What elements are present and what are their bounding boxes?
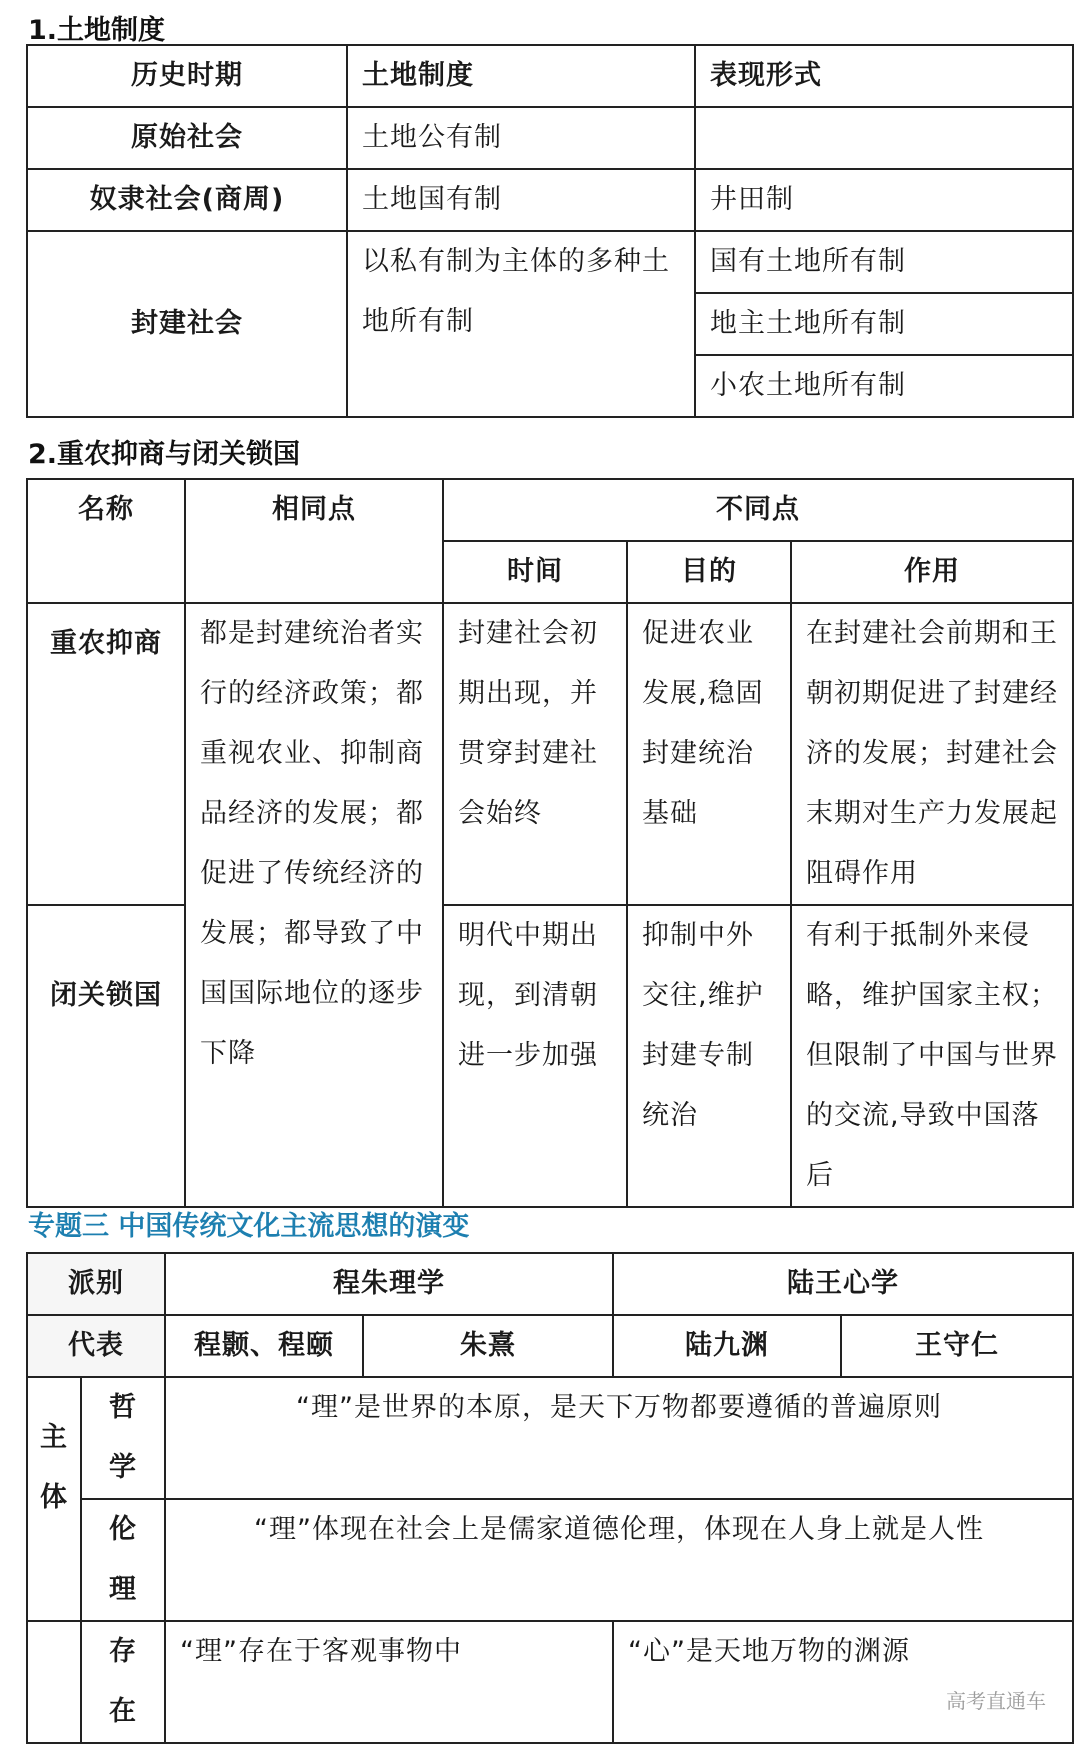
header-common: 相同点	[185, 479, 443, 603]
school-lu-wang: 陆王心学	[613, 1253, 1073, 1315]
philosophy-text: “理”是世界的本原，是天下万物都要遵循的普遍原则	[165, 1377, 1073, 1499]
name-closed-door: 闭关锁国	[27, 905, 185, 1207]
common-points: 都是封建统治者实行的经济政策；都重视农业、抑制商品经济的发展；都促进了传统经济的发展；都导致了中国国际地位的逐步下降	[185, 603, 443, 1207]
header-purpose: 目的	[627, 541, 791, 603]
rep-wang-shouren: 王守仁	[841, 1315, 1073, 1377]
name-agriculture: 重农抑商	[27, 603, 185, 905]
system-slave: 土地国有制	[347, 169, 695, 231]
philosophy-label: 哲学	[81, 1377, 165, 1499]
watermark-text: 高考直通车	[946, 1689, 1046, 1713]
school-label: 派别	[27, 1253, 165, 1315]
form-feudal-peasant: 小农土地所有制	[695, 355, 1073, 417]
existence-label: 存在	[81, 1621, 165, 1743]
purpose-closed-door: 抑制中外交往,维护封建专制统治	[627, 905, 791, 1207]
ethics-label: 伦理	[81, 1499, 165, 1621]
period-feudal: 封建社会	[27, 231, 347, 417]
ethics-text: “理”体现在社会上是儒家道德伦理，体现在人身上就是人性	[165, 1499, 1073, 1621]
form-slave: 井田制	[695, 169, 1073, 231]
rep-zhu-xi: 朱熹	[363, 1315, 613, 1377]
period-primitive: 原始社会	[27, 107, 347, 169]
rep-cheng-brothers: 程颢、程颐	[165, 1315, 363, 1377]
header-form: 表现形式	[695, 45, 1073, 107]
policy-table	[26, 478, 1074, 1208]
form-primitive	[695, 107, 1073, 169]
existence-right: “心”是天地万物的渊源	[613, 1621, 1073, 1743]
existence-left: “理”存在于客观事物中	[165, 1621, 613, 1743]
time-agriculture: 封建社会初期出现，并贯穿封建社会始终	[443, 603, 627, 905]
header-system: 土地制度	[347, 45, 695, 107]
header-time: 时间	[443, 541, 627, 603]
main-blank-cell	[27, 1621, 81, 1743]
system-primitive: 土地公有制	[347, 107, 695, 169]
purpose-agriculture: 促进农业发展,稳固封建统治基础	[627, 603, 791, 905]
section1-title: 1.土地制度	[28, 15, 166, 46]
effect-agriculture: 在封建社会前期和王朝初期促进了封建经济的发展；封建社会末期对生产力发展起阻碍作用	[791, 603, 1073, 905]
section3-title: 专题三 中国传统文化主流思想的演变	[28, 1211, 470, 1242]
header-effect: 作用	[791, 541, 1073, 603]
rep-lu-jiuyuan: 陆九渊	[613, 1315, 841, 1377]
time-closed-door: 明代中期出现，到清朝进一步加强	[443, 905, 627, 1207]
school-cheng-zhu: 程朱理学	[165, 1253, 613, 1315]
form-feudal-landlord: 地主土地所有制	[695, 293, 1073, 355]
land-system-table	[26, 44, 1074, 418]
header-name: 名称	[27, 479, 185, 603]
rep-label: 代表	[27, 1315, 165, 1377]
header-diff: 不同点	[443, 479, 1073, 541]
system-feudal: 以私有制为主体的多种土地所有制	[347, 231, 695, 417]
section2-title: 2.重农抑商与闭关锁国	[28, 439, 301, 470]
form-feudal-state: 国有土地所有制	[695, 231, 1073, 293]
philosophy-table	[26, 1252, 1074, 1744]
main-label: 主体	[27, 1377, 81, 1621]
period-slave: 奴隶社会(商周)	[27, 169, 347, 231]
header-period: 历史时期	[27, 45, 347, 107]
effect-closed-door: 有利于抵制外来侵略，维护国家主权；但限制了中国与世界的交流,导致中国落后	[791, 905, 1073, 1207]
